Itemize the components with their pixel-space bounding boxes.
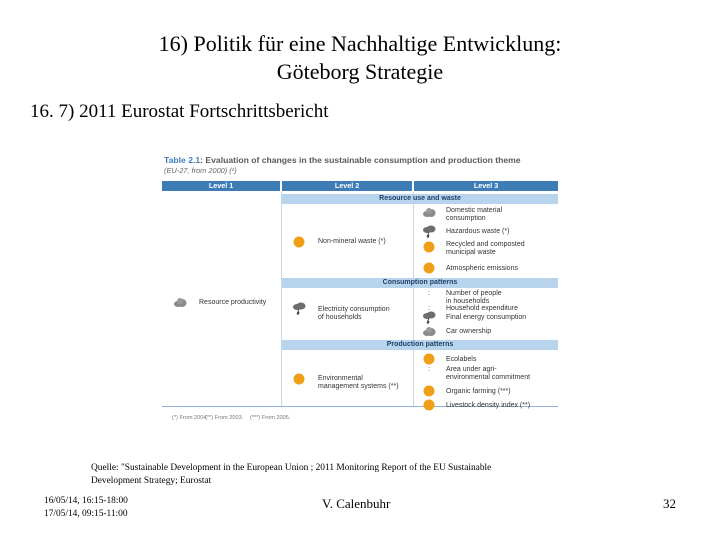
slide-title-line1: 16) Politik für eine Nachhaltige Entwicklung: — [158, 31, 562, 56]
table-title — [164, 155, 521, 165]
evaluation-table-figure — [162, 152, 558, 424]
slide-title-line2: Göteborg Strategie — [276, 59, 444, 84]
cloud-icon — [422, 324, 436, 338]
storm-icon — [422, 224, 436, 238]
storm-icon — [422, 310, 436, 324]
cloud-icon — [173, 295, 187, 309]
storm-icon — [292, 301, 306, 315]
level1-label: Resource productivity — [199, 299, 267, 306]
level3-label: Ecolabels — [446, 356, 477, 363]
level2-label: Non-mineral waste (*) — [318, 238, 386, 245]
level3-label: Number of people in households — [446, 290, 502, 305]
colon-marker: : — [428, 305, 430, 312]
colon-marker: : — [428, 366, 430, 373]
sun-icon — [422, 261, 436, 275]
sun-icon — [422, 384, 436, 398]
level2-header: Level 2 — [282, 181, 412, 191]
table-footnote: (*) From 2004. — [172, 415, 209, 421]
table-footnote: (***) From 2005. — [250, 415, 291, 421]
section-band-resource-use: Resource use and waste — [282, 194, 558, 204]
level2-label: Electricity consumption of households — [318, 306, 390, 321]
slide-title — [0, 30, 720, 86]
source-line1: Quelle: "Sustainable Development in the European Union ; 2011 Monitoring Report of the EU Sustainable — [91, 463, 492, 473]
cloud-icon — [422, 205, 436, 219]
table-footnote: (**) From 2003. — [205, 415, 244, 421]
footer-date1: 16/05/14, 16:15-18:00 — [44, 496, 128, 506]
level3-label: Car ownership — [446, 328, 492, 335]
table-subtitle: (EU-27, from 2000) (¹) — [164, 166, 237, 175]
section-band-consumption: Consumption patterns — [282, 278, 558, 288]
sun-icon — [292, 235, 306, 249]
footer-date2: 17/05/14, 09:15-11:00 — [44, 509, 128, 519]
level3-label: Household expenditure — [446, 305, 518, 312]
column-divider — [413, 192, 414, 406]
sun-icon — [422, 240, 436, 254]
slide-subtitle: 16. 7) 2011 Eurostat Fortschrittsbericht — [30, 101, 329, 122]
source-line2: Development Strategy; Eurostat — [91, 476, 212, 486]
footer-dates — [44, 495, 128, 521]
table-number: Table 2.1 — [164, 155, 201, 165]
level3-label: Final energy consumption — [446, 314, 527, 321]
level3-label: Area under agri- environmental commitment — [446, 366, 531, 381]
level3-label: Organic farming (***) — [446, 388, 511, 395]
sun-icon — [292, 372, 306, 386]
footer-author: V. Calenbuhr — [322, 496, 391, 511]
level3-label: Recycled and composted municipal waste — [446, 241, 525, 256]
level3-header: Level 3 — [414, 181, 558, 191]
table-title-text: : Evaluation of changes in the sustainable consumption and production theme — [200, 155, 521, 165]
colon-marker: : — [428, 290, 430, 297]
level3-label: Atmospheric emissions — [446, 265, 518, 272]
sun-icon — [422, 352, 436, 366]
sun-icon — [422, 398, 436, 412]
column-divider — [281, 192, 282, 406]
source-citation — [91, 462, 541, 488]
level3-label: Domestic material consumption — [446, 207, 503, 222]
level1-header: Level 1 — [162, 181, 280, 191]
page-number: 32 — [663, 496, 676, 511]
level3-label: Livestock density index (**) — [446, 402, 531, 409]
level3-label: Hazardous waste (*) — [446, 228, 510, 235]
level2-label: Environmental management systems (**) — [318, 375, 399, 390]
section-band-production: Production patterns — [282, 340, 558, 350]
